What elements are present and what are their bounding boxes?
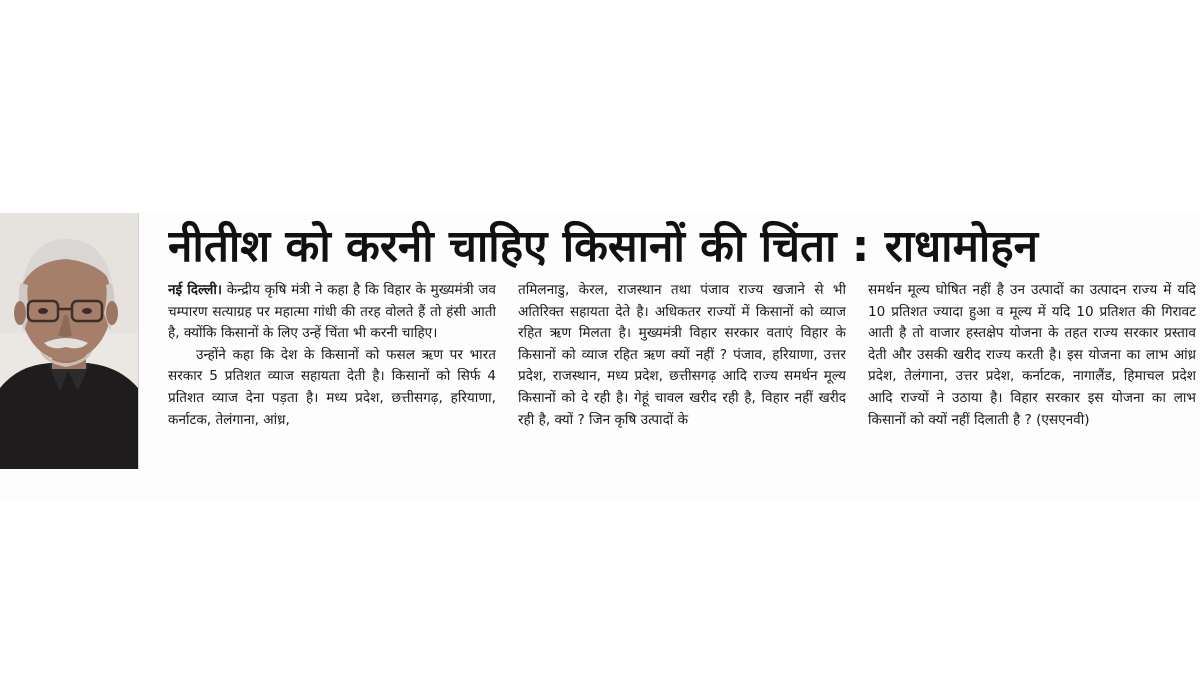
paragraph-1-text: केन्द्रीय कृषि मंत्री ने कहा है कि विहार के मुख्यमंत्री जव चम्पारण सत्याग्रह पर महात्मा गांधी की तरह वोलते हैं तो हंसी आती है, क्योंकि किसानों के लिए उन्हें चिंता भी करनी चाहिए। (168, 282, 496, 342)
article-paragraph-1 (168, 280, 496, 345)
headline: नीतीश को करनी चाहिए किसानों की चिंता : राधामोहन (168, 221, 1039, 272)
dateline: नई दिल्ली। (168, 282, 223, 298)
article-column-2 (518, 280, 846, 480)
article-column-3 (868, 280, 1196, 480)
minister-photo (0, 213, 139, 469)
article-column-1 (168, 280, 496, 480)
article-column-2-text: तमिलनाडु, केरल, राजस्थान तथा पंजाव राज्य खजाने से भी अतिरिक्त सहायता देते है। अधिकतर राज्यों में किसानों को व्याज रहित ऋण मिलता है। मुख्यमंत्री विहार सरकार वताएं विहार के किसानों को व्याज रहित ऋण क्यों नहीं ? पंजाव, हरियाणा, उत्तर प्रदेश, राजस्थान, मध्य प्रदेश, छत्तीसगढ़ आदि राज्य समर्थन मूल्य किसानों को दे रही है। गेहूं चावल खरीद रही है, विहार नहीं खरीद रही है, क्यों ? जिन कृषि उत्पादों के (518, 282, 846, 428)
article-column-3-text: समर्थन मूल्य घोषित नहीं है उन उत्पादों का उत्पादन राज्य में यदि 10 प्रतिशत ज्यादा हुआ व मूल्य में यदि 10 प्रतिशत की गिरावट आती है तो वाजार हस्तक्षेप योजना के तहत राज्य सरकार प्रस्ताव देती और उसकी खरीद राज्य करती है। इस योजना का लाभ आंध्र प्रदेश, तेलंगाना, उत्तर प्रदेश, कर्नाटक, नागालैंड, हिमाचल प्रदेश आदि राज्यों ने उठाया है। विहार सरकार इस योजना का लाभ किसानों को क्यों नहीं दिलाती है ? (एसएनवी) (868, 282, 1196, 428)
article-paragraph-2: उन्होंने कहा कि देश के किसानों को फसल ऋण पर भारत सरकार 5 प्रतिशत व्याज सहायता देती है। किसानों को सिर्फ 4 प्रतिशत व्याज देना पड़ता है। मध्य प्रदेश, छत्तीसगढ़, हरियाणा, कर्नाटक, तेलंगाना, आंध्र, (168, 346, 496, 428)
